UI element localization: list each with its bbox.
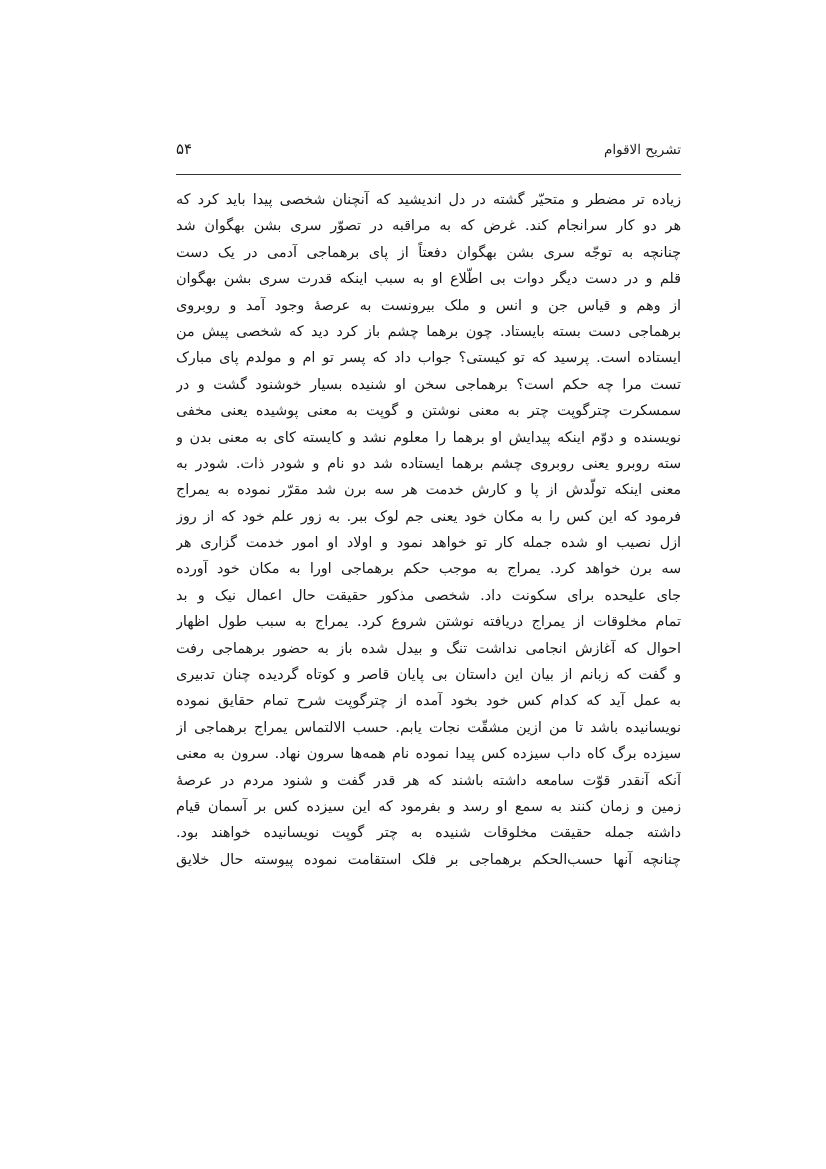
page [176, 140, 681, 873]
header-rule [176, 174, 681, 175]
text-line: و گفت که زبانم از بیان این داستان بی پایان قاصر و کوتاه گردیده چنان تدبیری [176, 667, 681, 684]
text-line: به عمل آید که کدام کس خود بخود آمده از چترگوپت شرح تمام حقایق نموده [176, 693, 681, 710]
text-line: احوال که آغازش انجامی نداشت تنگ و بیدل شده باز به حضور برهماجی رفت [176, 640, 681, 657]
text-line: تمام مخلوقات از یمراج دریافته نوشتن شروع کرد. یمراج به سبب طول اظهار [176, 614, 681, 631]
body-text [176, 187, 681, 873]
text-line: جای علیحده برای سکونت داد. شخصی مذکور حقیقت حال اعمال نیک و بد [176, 587, 681, 604]
text-line: آنکه آنقدر قوّت سامعه داشته باشند که هر قدر گفت و شنود مردم در عرصهٔ [176, 772, 681, 789]
text-line: سه برن خواهد کرد. یمراج به موجب حکم برهماجی اورا به مکان خود آورده [176, 561, 681, 578]
text-line: چنانچه به توجّه سری بشن بهگوان دفعتاً از پای برهماجی آدمی در یک دست [176, 244, 681, 261]
text-line: داشته جمله حقیقت مخلوقات شنیده به چتر گوپت نویسانیده خواهند بود. [176, 825, 681, 842]
text-line: چنانچه آنها حسب‌الحکم برهماجی بر فلک استقامت نموده پیوسته حال خلایق [176, 851, 681, 868]
text-line: ایستاده است. پرسید که تو کیستی؟ جواب داد که پسر تو ام و مولدم پای مبارک [176, 350, 681, 367]
text-line: نویسانیده باشد تا من ازین مشقّت نجات یابم. حسب الالتماس یمراج برهماجی از [176, 719, 681, 736]
text-line: ازل نصیب او شده جمله کار تو خواهد نمود و اولاد او امور خدمت گزاری هر [176, 535, 681, 552]
text-line: سمسکرت چترگوپت چتر به معنی نوشتن و گوپت به معنی پوشیده یعنی مخفی [176, 403, 681, 420]
text-line: سیزده برگ کاه داب سیزده کس پیدا نموده نام همه‌ها سرون نهاد. سرون به معنی [176, 746, 681, 763]
running-title: تشریح الاقوام [604, 142, 681, 158]
text-line: قلم و در دست دیگر دوات بی اطّلاع او به سبب اینکه قدرت سری بشن بهگوان [176, 271, 681, 288]
text-line: معنی اینکه تولّدش از پا و کارش خدمت هر سه برن شد مقرّر نموده به یمراج [176, 482, 681, 499]
text-line: نویسنده و دوّم اینکه پیدایش او برهما را معلوم نشد و کایسته کای به معنی بدن و [176, 429, 681, 446]
text-line: زیاده تر مضطر و متحیّر گشته در دل اندیشید که آنچنان شخصی پیدا باید کرد که [176, 192, 681, 208]
text-line: تست مرا چه حکم است؟ برهماجی سخن او شنیده بسیار خوشنود گشت و در [176, 376, 681, 393]
text-line: سته روبرو یعنی روبروی چشم برهما ایستاده شد دو نام و شودر ذات. شودر به [176, 455, 681, 472]
running-head [176, 140, 681, 174]
text-line: از وهم و قیاس جن و انس و ملک بیرونست به عرصهٔ وجود آمد و روبروی [176, 297, 681, 314]
text-line: برهماجی دست بسته بایستاد. چون برهما چشم باز کرد دید که شخصی پیش من [176, 323, 681, 340]
text-line: زمین و زمان کنند به سمع او رسد و بفرمود که این سیزده کس بر آسمان قیام [176, 798, 681, 815]
text-line: هر دو کار سرانجام کند. غرض که به مراقبه در تصوّر سری بشن بهگوان شد [176, 218, 681, 235]
page-number: ۵۴ [176, 140, 193, 158]
text-line: فرمود که این کس را به مکان خود یعنی جم لوک ببر. به زور علم خود که از روز [176, 508, 681, 525]
